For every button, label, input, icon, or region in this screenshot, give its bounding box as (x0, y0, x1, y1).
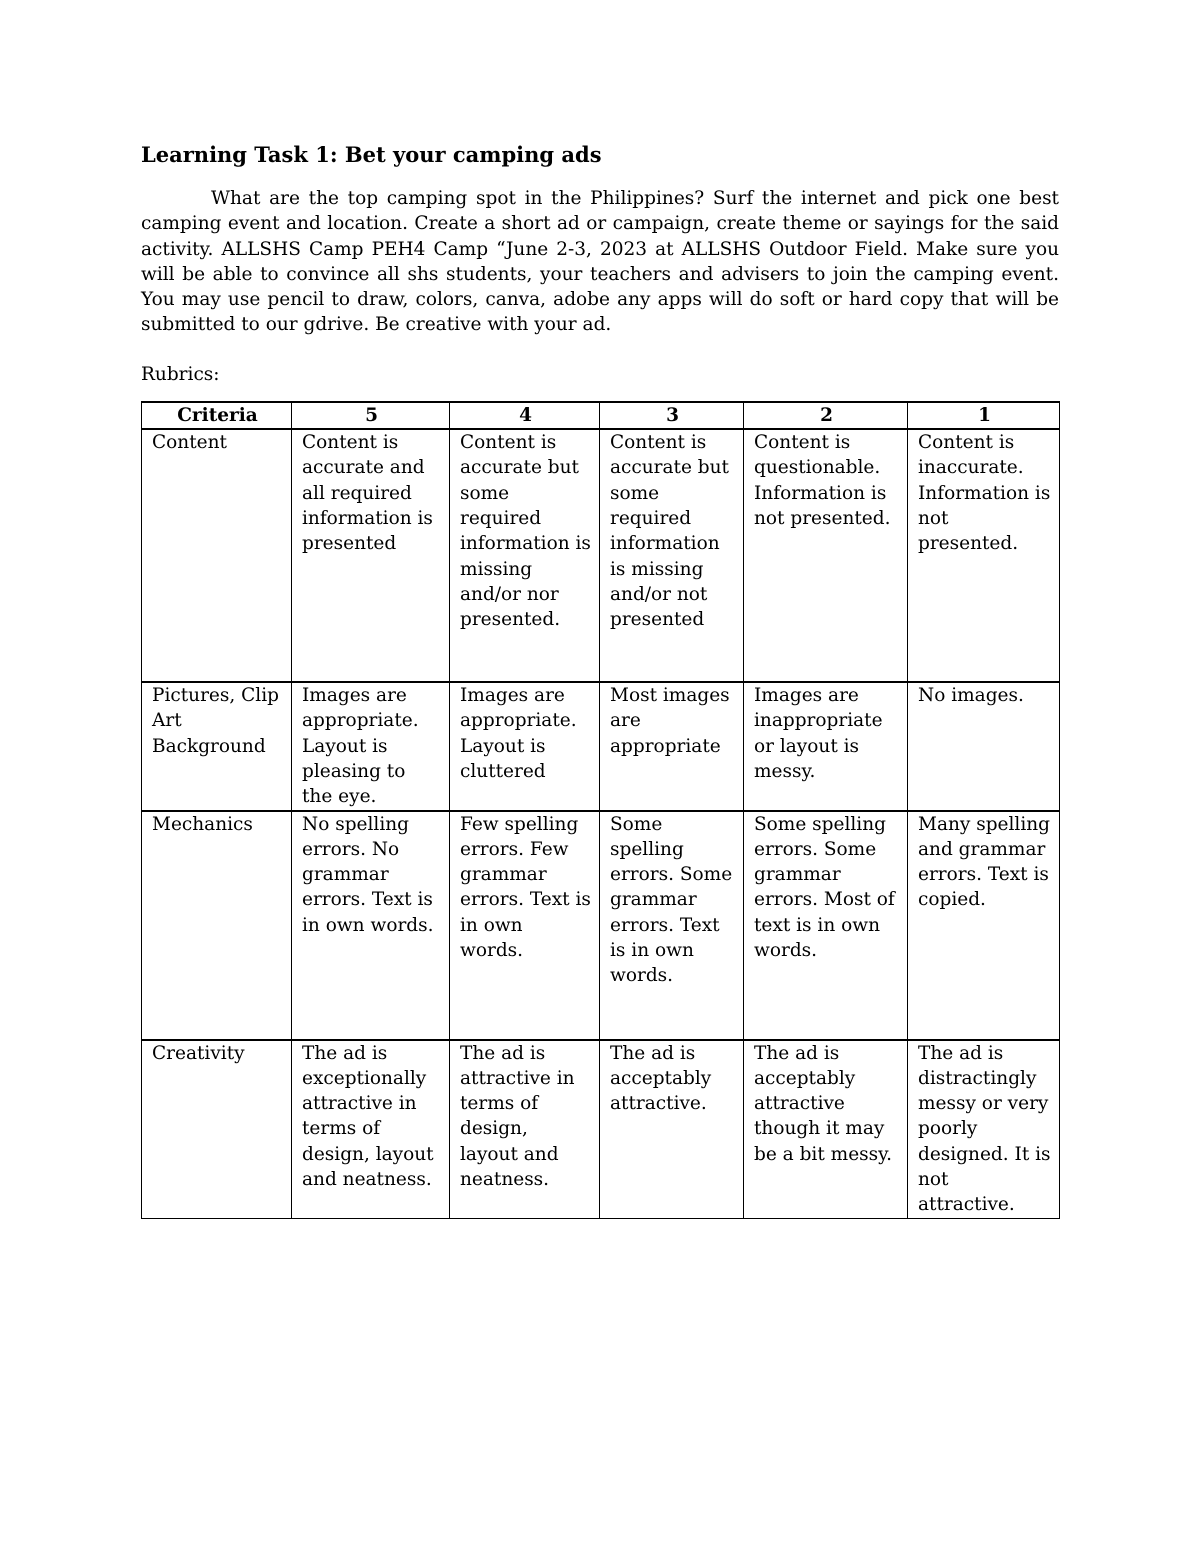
rubric-row-pictures (142, 682, 1060, 810)
header-criteria: Criteria (142, 402, 292, 429)
criteria-cell: Mechanics (142, 811, 292, 1040)
rubric-row-mechanics (142, 811, 1060, 1040)
criteria-cell: Pictures, Clip Art Background (142, 682, 292, 810)
rubric-cell: Most images are appropriate (600, 682, 744, 810)
criteria-cell: Creativity (142, 1040, 292, 1219)
rubric-cell: Few spelling errors. Few grammar errors. Text is in own words. (450, 811, 600, 1040)
rubric-cell: The ad is acceptably attractive. (600, 1040, 744, 1219)
rubric-row-content (142, 429, 1060, 682)
rubric-cell: The ad is acceptably attractive though it may be a bit messy. (744, 1040, 908, 1219)
rubric-cell: Some spelling errors. Some grammar errors. Most of text is in own words. (744, 811, 908, 1040)
criteria-cell: Content (142, 429, 292, 682)
rubric-row-creativity (142, 1040, 1060, 1219)
rubric-cell: Content is inaccurate. Information is not presented. (908, 429, 1060, 682)
rubrics-label: Rubrics: (141, 363, 220, 385)
rubric-cell: Content is questionable. Information is not presented. (744, 429, 908, 682)
rubric-cell: Images are appropriate. Layout is cluttered (450, 682, 600, 810)
document-page (141, 140, 1059, 1219)
rubric-cell: Content is accurate and all required information is presented (292, 429, 450, 682)
rubric-header-row (142, 402, 1060, 429)
rubric-cell: Some spelling errors. Some grammar errors. Text is in own words. (600, 811, 744, 1040)
rubric-cell: The ad is distractingly messy or very poorly designed. It is not attractive. (908, 1040, 1060, 1219)
rubric-cell: Content is accurate but some required information is missing and/or not presented (600, 429, 744, 682)
header-score-3: 3 (600, 402, 744, 429)
rubric-cell: Images are inappropriate or layout is messy. (744, 682, 908, 810)
rubric-cell: Images are appropriate. Layout is pleasing to the eye. (292, 682, 450, 810)
rubric-cell: No images. (908, 682, 1060, 810)
rubric-cell: No spelling errors. No grammar errors. Text is in own words. (292, 811, 450, 1040)
header-score-4: 4 (450, 402, 600, 429)
rubric-cell: Content is accurate but some required information is missing and/or nor presented. (450, 429, 600, 682)
task-instructions: What are the top camping spot in the Philippines? Surf the internet and pick one best camping event and location. Create a short ad or campaign, create theme or sayings for the said activity. ALLSHS Camp PEH4 Camp “June 2-3, 2023 at ALLSHS Outdoor Field. Make sure you will be able to convince all shs students, your teachers and advisers to join the camping event. You may use pencil to draw, colors, canva, adobe any apps will do soft or hard copy that will be submitted to our gdrive. Be creative with your ad. (141, 188, 1059, 336)
rubric-cell: Many spelling and grammar errors. Text is copied. (908, 811, 1060, 1040)
header-score-2: 2 (744, 402, 908, 429)
rubric-cell: The ad is exceptionally attractive in terms of design, layout and neatness. (292, 1040, 450, 1219)
rubric-table (141, 401, 1060, 1219)
rubric-cell: The ad is attractive in terms of design, layout and neatness. (450, 1040, 600, 1219)
task-title: Learning Task 1: Bet your camping ads (141, 142, 602, 167)
header-score-1: 1 (908, 402, 1060, 429)
header-score-5: 5 (292, 402, 450, 429)
